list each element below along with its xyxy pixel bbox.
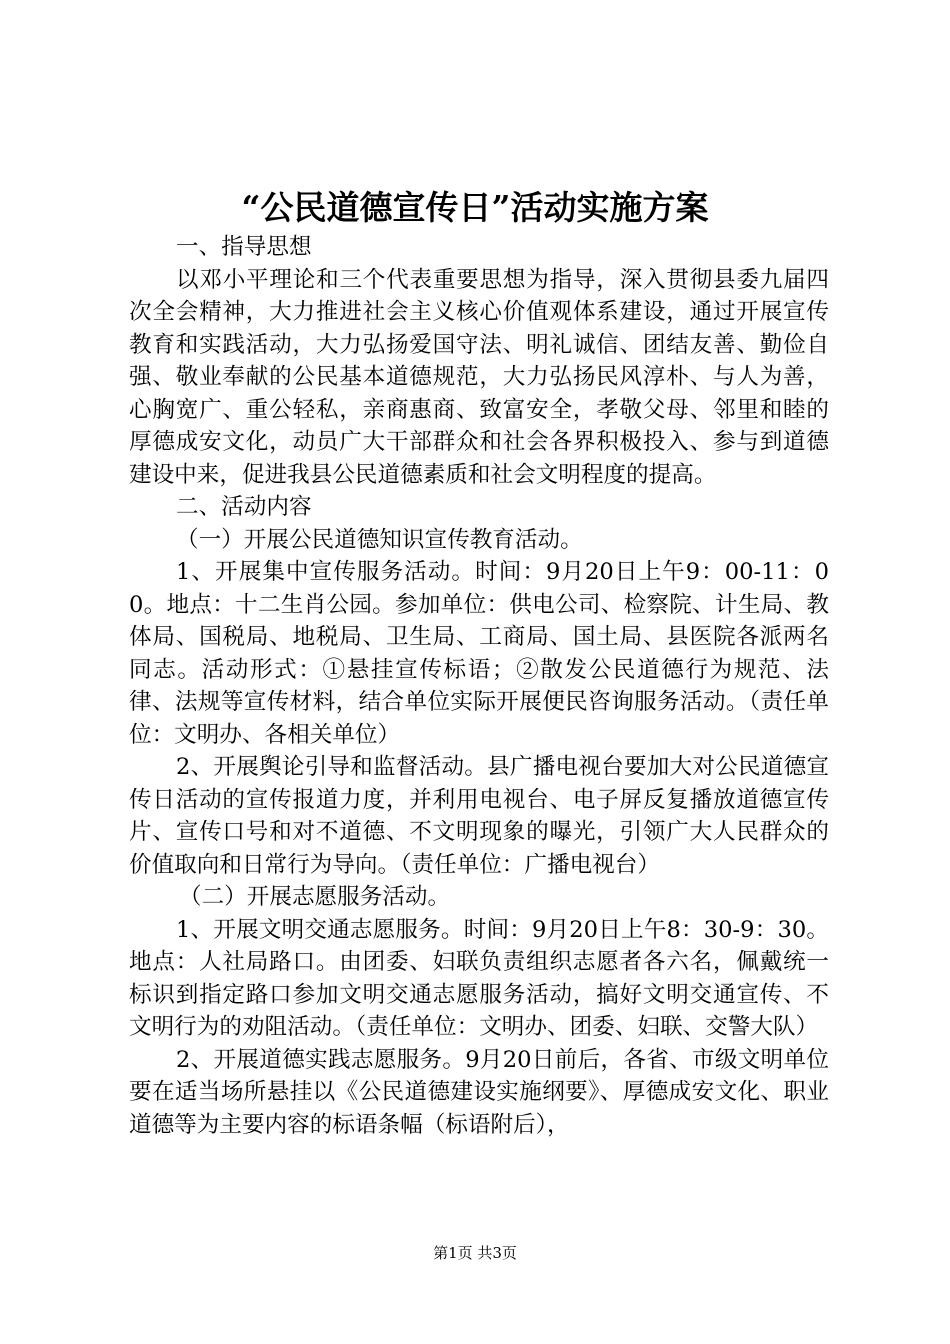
- section-heading-guiding-ideology: 一、指导思想: [176, 234, 312, 260]
- paragraph-concentrated-publicity: 1、开展集中宣传服务活动。时间：9月20日上午9：00-11：00。地点：十二生肖公园。参加单位：供电公司、检察院、计生局、教体局、国税局、地税局、卫生局、工商局、国土局、县医院各派两名同志。活动形式：①悬挂宣传标语；②散发公民道德行为规范、法律、法规等宣传材料，结合单位实际开展便民咨询服务活动。（责任单位：文明办、各相关单位）: [129, 559, 829, 748]
- page-number-footer: 第1页 共3页: [433, 1244, 517, 1262]
- document-title: “公民道德宣传日”活动实施方案: [241, 188, 709, 227]
- paragraph-guiding-ideology: 以邓小平理论和三个代表重要思想为指导，深入贯彻县委九届四次全会精神，大力推进社会主义核心价值观体系建设，通过开展宣传教育和实践活动，大力弘扬爱国守法、明礼诚信、团结友善、勤俭自强、敬业奉献的公民基本道德规范，大力弘扬民风淳朴、与人为善，心胸宽广、重公轻私，亲商惠商、致富安全，孝敬父母、邻里和睦的厚德成安文化，动员广大干部群众和社会各界积极投入、参与到道德建设中来，促进我县公民道德素质和社会文明程度的提高。: [129, 266, 829, 488]
- section-heading-activity-content: 二、活动内容: [176, 494, 312, 520]
- paragraph-moral-practice-volunteer: 2、开展道德实践志愿服务。9月20日前后，各省、市级文明单位要在适当场所悬挂以《公民道德建设实施纲要》、厚德成安文化、职业道德等为主要内容的标语条幅（标语附后），: [129, 1046, 829, 1138]
- document-body: [129, 231, 829, 1141]
- subsection-heading-education: （一）开展公民道德知识宣传教育活动。: [176, 526, 583, 553]
- paragraph-media-guidance: 2、开展舆论引导和监督活动。县广播电视台要加大对公民道德宣传日活动的宣传报道力度，并利用电视台、电子屏反复播放道德宣传片、宣传口号和对不道德、不文明现象的曝光，引领广大人民群众的价值取向和日常行为导向。（责任单位：广播电视台）: [129, 754, 829, 878]
- subsection-heading-volunteer: （二）开展志愿服务活动。: [179, 884, 451, 910]
- paragraph-traffic-volunteer: 1、开展文明交通志愿服务。时间：9月20日上午8：30-9：30。地点：人社局路口。由团委、妇联负责组织志愿者各六名，佩戴统一标识到指定路口参加文明交通志愿服务活动，搞好文明交通宣传、不文明行为的劝阻活动。（责任单位：文明办、团委、妇联、交警大队）: [129, 916, 829, 1040]
